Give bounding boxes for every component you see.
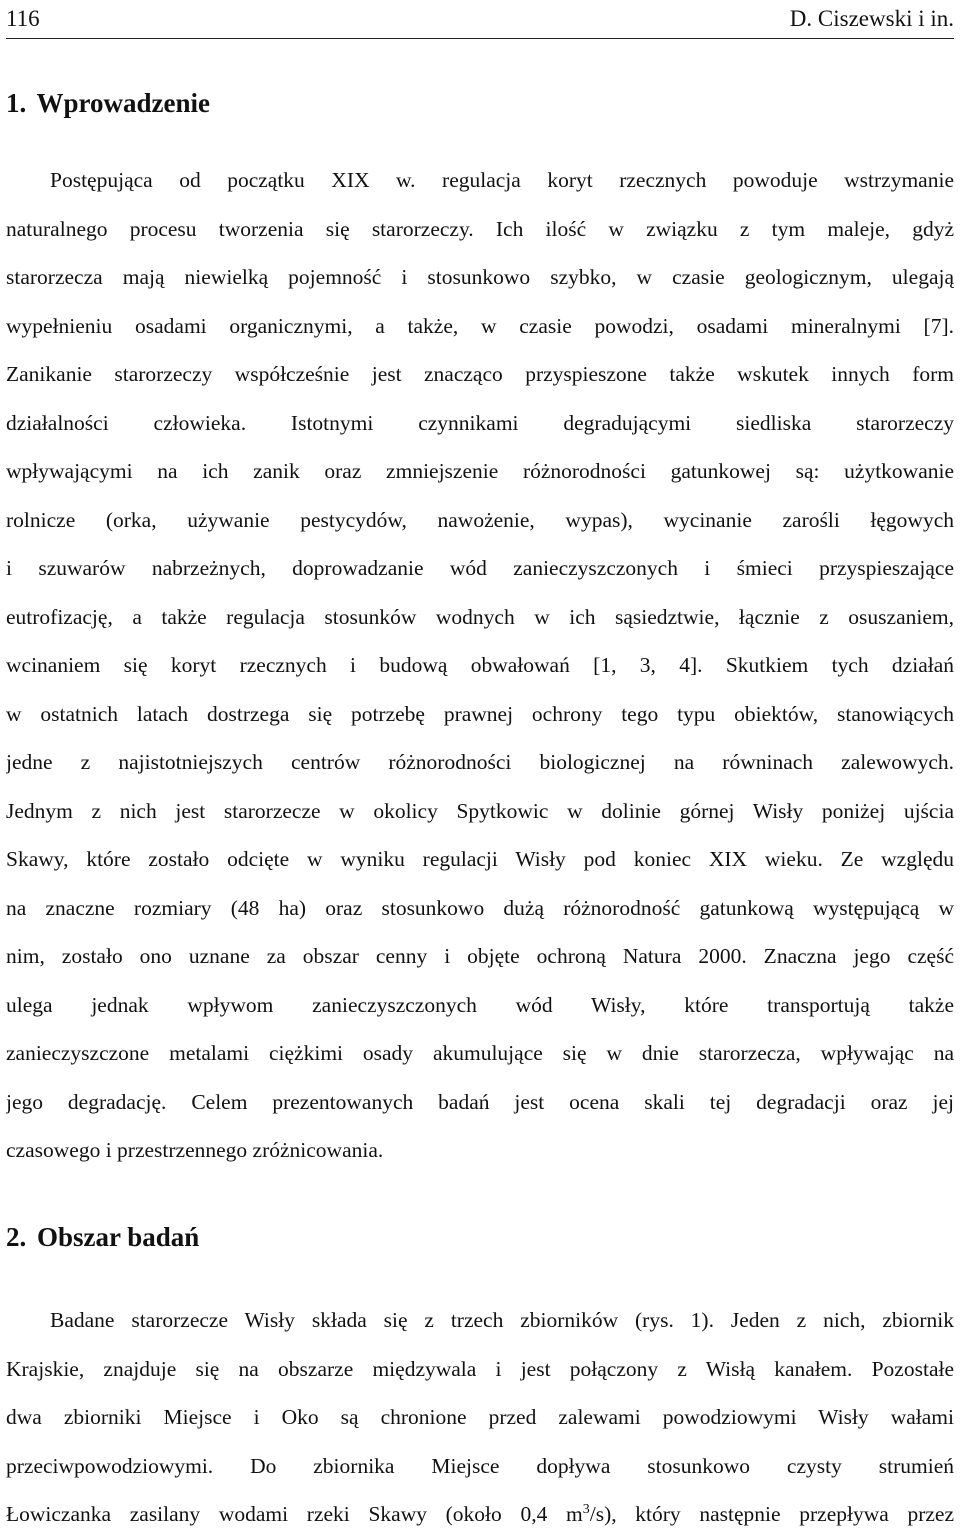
text-fragment: /s), który następnie przepływa przez [589,1502,954,1526]
section-number: 2. [6,1222,27,1252]
header-divider [6,38,954,39]
text-line: Badane starorzecze Wisły składa się z trzech zbiorników (rys. 1). Jeden z nich, zbiornik [50,1308,954,1332]
text-line: na znaczne rozmiary (48 ha) oraz stosunkowo dużą różnorodność gatunkową występującą w [6,895,954,920]
text-line: dwa zbiorniki Miejsce i Oko są chronione przed zalewami powodziowymi Wisły wałami [6,1405,954,1429]
section-title: Obszar badań [37,1222,200,1252]
text-line: rolnicze (orka, używanie pestycydów, nawożenie, wypas), wycinanie zarośli łęgowych [6,507,954,532]
header-authors: D. Ciszewski i in. [789,6,954,31]
running-header [6,4,954,34]
text-fragment: Łowiczanka zasilany wodami rzeki Skawy (około 0,4 m [6,1502,583,1526]
text-line: nim, zostało ono uznane za obszar cenny i objęte ochroną Natura 2000. Znaczna jego część [6,944,954,968]
text-line-with-superscript [6,1490,954,1539]
page-number: 116 [6,6,40,31]
text-line: Jednym z nich jest starorzecze w okolicy Spytkowic w dolinie górnej Wisły poniżej ujścia [6,798,954,823]
text-line: w ostatnich latach dostrzega się potrzebę prawnej ochrony tego typu obiektów, stanowiących [6,701,954,726]
text-line: zanieczyszczone metalami ciężkimi osady akumulujące się w dnie starorzecza, wpływając na [6,1041,954,1065]
text-line: wypełnieniu osadami organicznymi, a także, w czasie powodzi, osadami mineralnymi [7]. [6,313,954,338]
text-line: jedne z najistotniejszych centrów różnorodności biologicznej na równinach zalewowych. [6,750,954,774]
text-line: jego degradację. Celem prezentowanych badań jest ocena skali tej degradacji oraz jej [6,1089,954,1114]
text-line: wpływającymi na ich zanik oraz zmniejszenie różnorodności gatunkowej są: użytkowanie [6,459,954,483]
text-line: czasowego i przestrzennego zróżnicowania. [6,1138,384,1162]
section-heading-introduction [6,86,210,120]
superscript: 3 [582,1502,590,1517]
text-line: Zanikanie starorzeczy współcześnie jest znacząco przyspieszone także wskutek innych form [6,362,954,386]
paragraph-study-area [6,1296,954,1539]
text-line: starorzecza mają niewielką pojemność i stosunkowo szybko, w czasie geologicznym, ulegają [6,265,954,289]
text-line: działalności człowieka. Istotnymi czynnikami degradującymi siedliska starorzeczy [6,410,954,435]
text-line: Postępująca od początku XIX w. regulacja koryt rzecznych powoduje wstrzymanie [50,168,954,192]
section-number: 1. [6,88,27,118]
paragraph-introduction [6,156,954,1175]
section-heading-study-area [6,1220,199,1254]
text-line: przeciwpowodziowymi. Do zbiornika Miejsce dopływa stosunkowo czysty strumień [6,1453,954,1478]
text-line: Krajskie, znajduje się na obszarze międzywala i jest połączony z Wisłą kanałem. Pozostałe [6,1356,954,1381]
text-line: ulega jednak wpływom zanieczyszczonych wód Wisły, które transportują także [6,992,954,1017]
text-line: i szuwarów nabrzeżnych, doprowadzanie wód zanieczyszczonych i śmieci przyspieszające [6,556,954,580]
text-line: wcinaniem się koryt rzecznych i budową obwałowań [1, 3, 4]. Skutkiem tych działań [6,653,954,677]
text-line: eutrofizację, a także regulacja stosunków wodnych w ich sąsiedztwie, łącznie z osuszaniem, [6,604,954,629]
text-line: Skawy, które zostało odcięte w wyniku regulacji Wisły pod koniec XIX wieku. Ze względu [6,847,954,871]
section-title: Wprowadzenie [36,88,211,118]
text-line: naturalnego procesu tworzenia się starorzeczy. Ich ilość w związku z tym maleje, gdyż [6,216,954,241]
